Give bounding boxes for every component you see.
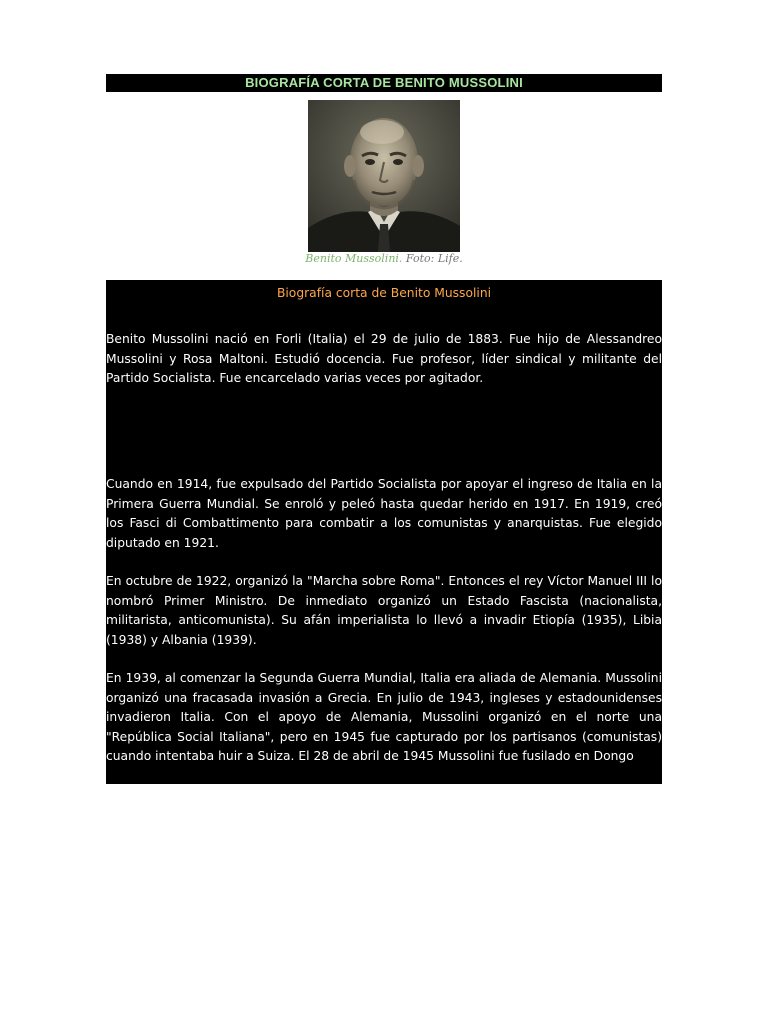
article-title: Biografía corta de Benito Mussolini [276, 286, 492, 300]
portrait-photo [308, 100, 460, 252]
caption-credit: Foto: Life. [402, 252, 463, 265]
article-paragraph: En 1939, al comenzar la Segunda Guerra Mundial, Italia era aliada de Alemania. Mussolini organizó una fracasada invasión a Grecia. En julio de 1943, ingleses y estadounidenses invadieron Italia. Con el apoyo de Alemania, Mussolini organizó en el norte una "República Social Italiana", pero en 1945 fue capturado por los partisanos (comunistas) cuando intentaba huir a Suiza. El 28 de abril de 1945 Mussolini fue fusilado en Dongo [106, 671, 662, 763]
article-paragraph: En octubre de 1922, organizó la "Marcha sobre Roma". Entonces el rey Víctor Manuel III lo nombró Primer Ministro. De inmediato organizó un Estado Fascista (nacionalista, militarista, anticomunista). Su afán imperialista lo llevó a invadir Etiopía (1935), Libia (1938) y Albania (1939). [106, 574, 662, 647]
photo-caption [300, 252, 468, 266]
article-paragraph: Benito Mussolini nació en Forli (Italia) el 29 de julio de 1883. Fue hijo de Alessandreo Mussolini y Rosa Maltoni. Estudió docencia. Fue profesor, líder sindical y militante del Partido Socialista. Fue encarcelado varias veces por agitador. [106, 332, 662, 385]
caption-name: Benito Mussolini. [305, 252, 403, 265]
article-body [106, 280, 662, 784]
portrait-image [308, 100, 460, 252]
article-paragraph: Cuando en 1914, fue expulsado del Partido Socialista por apoyar el ingreso de Italia en la Primera Guerra Mundial. Se enroló y peleó hasta quedar herido en 1917. En 1919, creó los Fasci di Combattimento para combatir a los comunistas y anarquistas. Fue elegido diputado en 1921. [106, 477, 662, 550]
page-title: BIOGRAFÍA CORTA DE BENITO MUSSOLINI [106, 74, 662, 92]
